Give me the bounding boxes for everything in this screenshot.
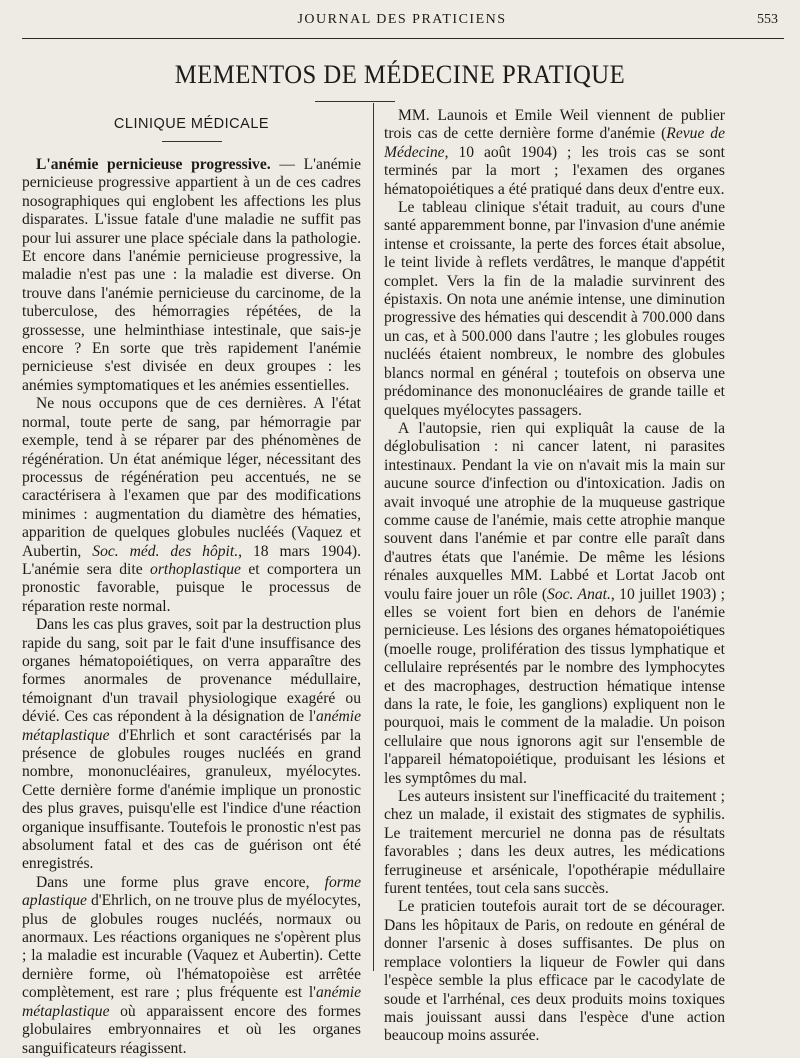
running-header (20, 12, 784, 34)
term: anémie métaplastique (22, 984, 361, 1020)
paragraph-text: Ne nous occupons que de ces dernières. A l'état normal, toute perte de sang, par hémorragie par exemple, tend à se réparer par des phénomènes de régénération. Un état anémique léger, nécessitant des processus de régénération peu accentués, ne se caractérisera à l'examen que par des modifications minimes : augmentation du diamètre des hématies, apparition de quelques globules nucléés (Vaquez et Aubertin, (22, 395, 361, 560)
paragraph-heading: L'anémie pernicieuse progressive. (36, 156, 271, 173)
column-divider (373, 103, 374, 971)
paragraph-text: où apparaissent encore des formes globulaires embryonnaires et où les organes sanguificateurs réagissent. (22, 1002, 361, 1057)
citation: Revue de Médecine (384, 125, 726, 161)
term: anémie métaplastique (22, 708, 361, 744)
paragraph (22, 395, 361, 616)
paragraph-text: , 10 août 1904) ; les trois cas se sont terminés par la mort ; l'examen des organes hématopoiétiques a été pratiqué dans deux d'entre eux. (384, 143, 725, 198)
paragraph-text: d'Ehrlich, on ne trouve plus de myélocytes, plus de globules rouges nucléés, normaux ou anormaux. Les réactions organiques ne s'opèrent plus ; la maladie est incurable (Vaquez et Aubertin). Cette dernière forme, où l'hématopoièse est arrêtée complètement, est rare ; plus fréquente est l' (22, 892, 361, 1002)
section-title: CLINIQUE MÉDICALE (113, 116, 270, 132)
main-title: MEMENTOS DE MÉDECINE PRATIQUE (174, 60, 626, 89)
paragraph-text: , 18 mars 1904). L'anémie sera dite (22, 542, 361, 578)
paragraph-text: et comportera un pronostic favorable, puisque le processus de réparation reste normal. (22, 560, 361, 615)
page-number: 553 (757, 12, 778, 27)
paragraph (22, 616, 361, 874)
paragraph-text: A l'autopsie, rien qui expliquât la cause de la déglobulisation : ni cancer latent, ni parasites intestinaux. Pendant la vie on n'avait mis la main sur aucune source d'infection ou d'intoxication. Jadis on avait invoqué une atrophie de la muqueuse gastrique comme cause de l'anémie, mais cette atrophie manque souvent dans l'anémie et par contre elle paraît dans d'autres états que l'anémie. De même les lésions rénales auxquelles MM. Labbé et Lortat Jacob ont voulu faire jouer un rôle ( (384, 419, 725, 603)
paragraph (22, 156, 361, 395)
paragraph (22, 874, 361, 1058)
title-rule (315, 101, 395, 102)
header-rule (22, 38, 784, 39)
paragraph: Le praticien toutefois aurait tort de se décourager. Dans les hôpitaux de Paris, on redoute en général de donner l'arsenic à doses suffisantes. De plus on remplace volontiers la liqueur de Fowler qui dans l'espèce semble la plus efficace par le cacodylate de soude et l'arrhénal, ces deux produits moins toxiques mais jouissant aussi dans l'espèce d'une action beaucoup moins assurée. (384, 898, 725, 1045)
paragraph-text: — L'anémie pernicieuse progressive appartient à un de ces cadres nosographiques qui englobent les affections les plus disparates. L'issue fatale d'une maladie ne suffit pas pour lui assurer une place spéciale dans la pathologie. Et encore dans l'anémie pernicieuse progressive, la maladie n'est pas une : la maladie est diverse. On trouve dans l'anémie pernicieuse du carcinome, de la tuberculose, des hémorragies répétées, de la grossesse, une helminthiase intestinale, que sais-je encore ? En sorte que très rapidement l'anémie pernicieuse s'est divisée en deux groupes : les anémies symptomatiques et les anémies essentielles. (22, 156, 362, 394)
paragraph-text: Dans une forme plus grave encore, (36, 873, 325, 891)
paragraph: Les auteurs insistent sur l'inefficacité du traitement ; chez un malade, il existait des stigmates de syphilis. Le traitement mercuriel ne donna pas de résultats favorables ; dans les deux autres, les médications ferrugineuse et arsénicale, l'opothérapie médullaire furent tentées, tout cela sans succès. (384, 788, 725, 898)
paragraph-text: MM. Launois et Emile Weil viennent de publier trois cas de cette dernière forme d'anémie ( (384, 107, 725, 143)
term: orthoplastique (150, 560, 241, 578)
paragraph: Le tableau clinique s'était traduit, au cours d'une santé apparemment bonne, par l'invasion d'une anémie intense et croissante, la perte des forces était absolue, le teint livide à reflets verdâtres, le manque d'appétit complet. Vers la fin de la maladie survinrent des épistaxis. On nota une anémie intense, une diminution progressive des hématies qui descendit à 700.000 dans un cas, et à 500.000 dans l'autre ; les globules rouges nucléés étaient nombreux, le nombre des globules blancs normal en général ; toutefois on observa une prédominance des mononucléaires de grande taille et quelques myélocytes passagers. (384, 199, 725, 419)
paragraph-text: , 10 juillet 1903) ; elles se voient fort bien en dehors de l'anémie pernicieuse. Les lésions des organes hématopoiétiques (moelle rouge, prolifération des tissus lymphatique et cellulaire représentés par le nombre des lymphocytes et des macrophages, destruction hématique intense dans la rate, le foie, les ganglions) expliquent non le pourquoi, mais le comment de la maladie. Un poison cellulaire que nous ignorons agit sur l'ensemble de l'appareil hématopoiétique, produisant les lésions et les symptômes du mal. (384, 585, 725, 787)
left-column (22, 107, 361, 1058)
term: forme aplastique (22, 873, 361, 910)
paragraph (384, 107, 725, 199)
citation: Soc. méd. des hôpit. (92, 542, 239, 560)
right-column (384, 107, 725, 1046)
journal-title: JOURNAL DES PRATICIENS (297, 12, 507, 27)
paragraph-text: Dans les cas plus graves, soit par la destruction plus rapide du sang, soit par le fait d'une insuffisance des organes hématopoiétiques, on verra apparaître des formes anormales de provenance médullaire, témoignant d'un travail physiologique exagéré ou dévié. Ces cas répondent à la désignation de l' (22, 616, 361, 726)
citation: Soc. Anat. (547, 585, 611, 603)
section-rule (162, 141, 222, 142)
paragraph (384, 420, 725, 788)
paragraph-text: d'Ehrlich et sont caractérisés par la présence de globules rouges nucléés en grand nombre, mononucléaires, granuleux, myélocytes. Cette dernière forme d'anémie implique un pronostic des plus graves, puisqu'elle est l'indice d'une réaction organique insuffisante. Toutefois le pronostic n'est pas absolument fatal et des cas de guérison ont été enregistrés. (22, 726, 361, 873)
